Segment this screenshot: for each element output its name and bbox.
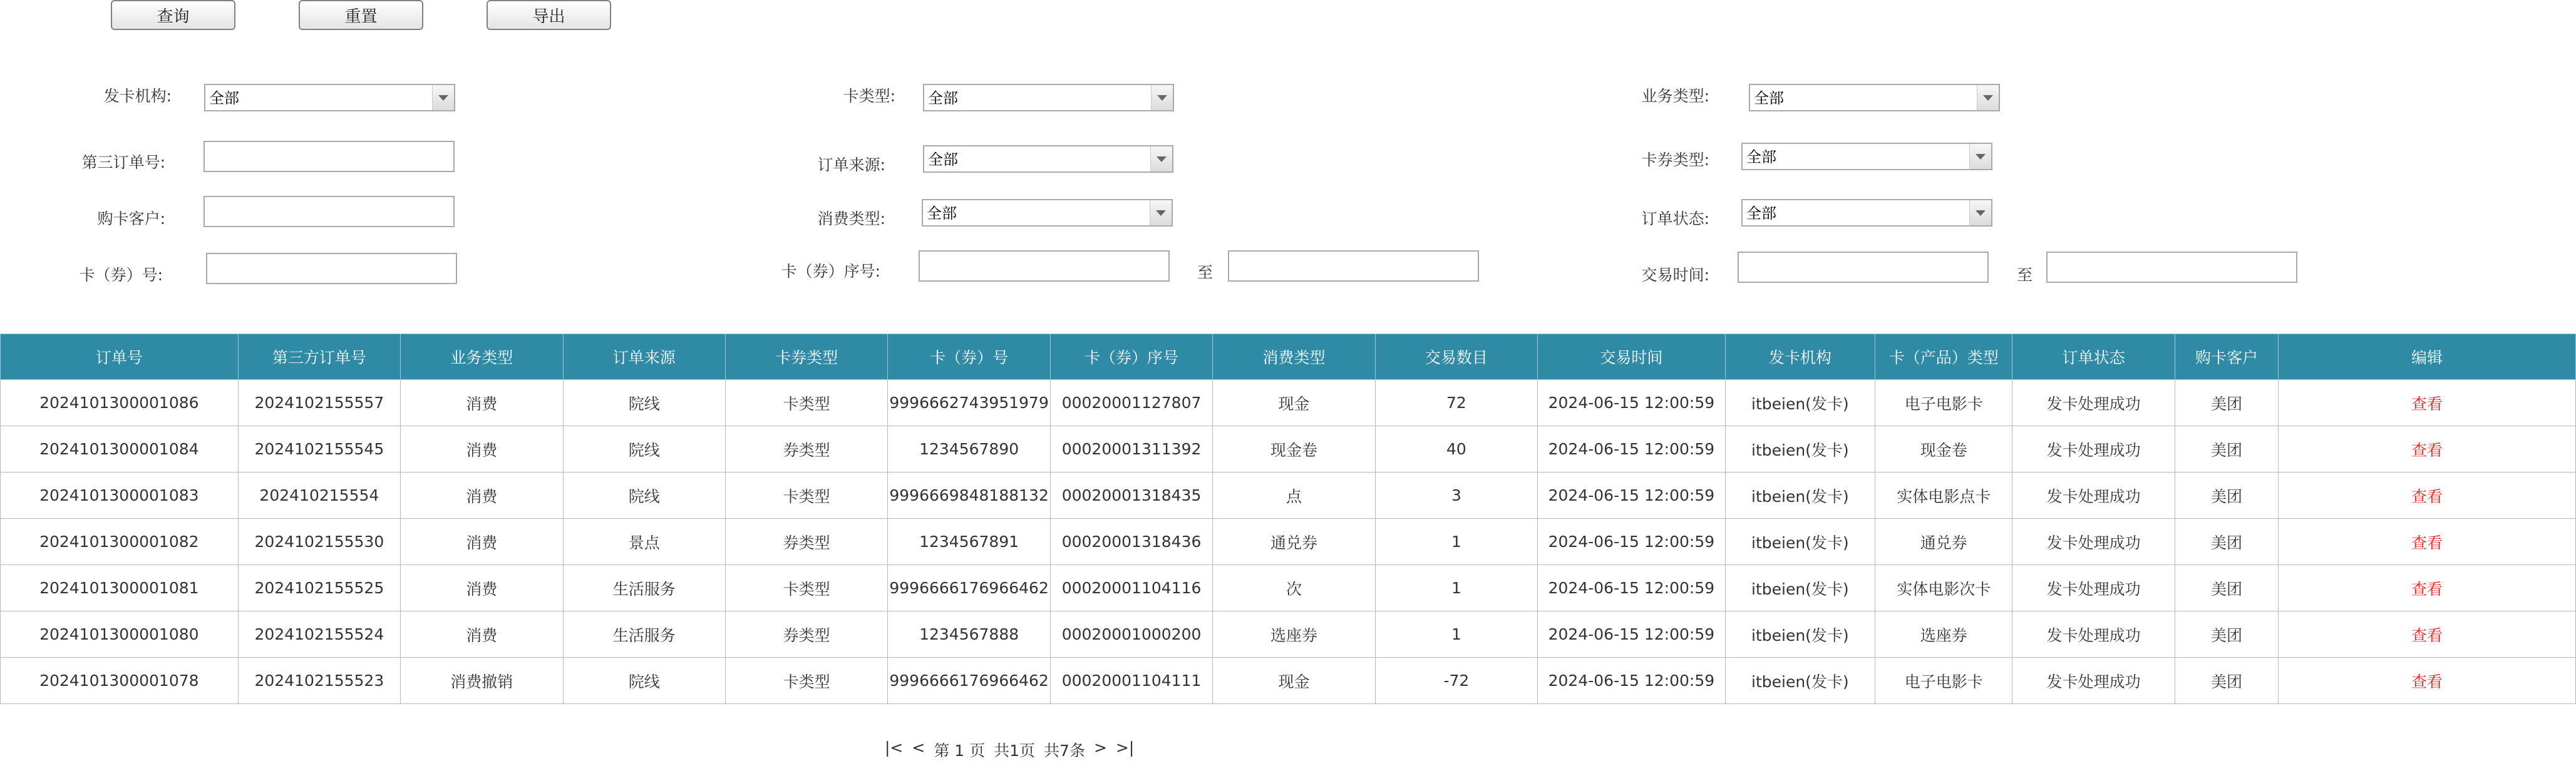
- table-cell: 2024-06-15 12:00:59: [1538, 519, 1726, 565]
- consume-type-value: 全部: [927, 205, 957, 222]
- table-cell: itbeien(发卡): [1725, 426, 1875, 472]
- card-issuer-select[interactable]: [204, 84, 455, 111]
- column-header: 编辑: [2279, 334, 2576, 380]
- card-seq-label: 卡（券）序号:: [781, 262, 880, 280]
- first-page-button[interactable]: |<: [885, 738, 904, 757]
- view-link[interactable]: 查看: [2411, 533, 2443, 552]
- table-cell: [2279, 658, 2576, 704]
- table-cell: itbeien(发卡): [1725, 472, 1875, 519]
- table-cell: 2024-06-15 12:00:59: [1538, 426, 1726, 472]
- table-cell: 院线: [563, 658, 725, 704]
- table-cell: 2024101300001084: [1, 426, 239, 472]
- table-cell: [2279, 611, 2576, 658]
- table-cell: 券类型: [725, 426, 887, 472]
- table-cell: 9996666176966462: [888, 658, 1050, 704]
- table-cell: 通兑券: [1875, 519, 2012, 565]
- table-cell: 2024101300001078: [1, 658, 239, 704]
- query-button[interactable]: 查询: [111, 0, 235, 30]
- business-type-select[interactable]: [1749, 84, 2000, 111]
- table-cell: 2024101300001082: [1, 519, 239, 565]
- view-link[interactable]: 查看: [2411, 672, 2443, 691]
- table-cell: 72: [1375, 380, 1537, 426]
- table-cell: 2024102155530: [238, 519, 400, 565]
- table-cell: 00020001104111: [1050, 658, 1212, 704]
- order-source-select[interactable]: [923, 145, 1173, 173]
- table-cell: 电子电影卡: [1875, 380, 2012, 426]
- card-seq-from-input[interactable]: [919, 250, 1170, 282]
- toolbar: [0, 0, 2576, 33]
- table-cell: 券类型: [725, 519, 887, 565]
- view-link[interactable]: 查看: [2411, 394, 2443, 413]
- table-cell: 院线: [563, 426, 725, 472]
- column-header: 业务类型: [401, 334, 563, 380]
- table-cell: 2024101300001081: [1, 565, 239, 611]
- table-cell: 选座券: [1875, 611, 2012, 658]
- table-cell: 1234567890: [888, 426, 1050, 472]
- table-cell: 发卡处理成功: [2012, 380, 2175, 426]
- table-cell: 院线: [563, 380, 725, 426]
- table-cell: 00020001000200: [1050, 611, 1212, 658]
- table-cell: itbeien(发卡): [1725, 565, 1875, 611]
- table-cell: 景点: [563, 519, 725, 565]
- column-header: 消费类型: [1213, 334, 1375, 380]
- table-cell: 202410215554: [238, 472, 400, 519]
- card-type-label: 卡类型:: [843, 87, 895, 105]
- trade-time-label: 交易时间:: [1641, 266, 1709, 284]
- table-cell: 选座券: [1213, 611, 1375, 658]
- table-cell: 卡类型: [725, 472, 887, 519]
- table-cell: 9996662743951979: [888, 380, 1050, 426]
- column-header: 卡券类型: [725, 334, 887, 380]
- chevron-down-icon: [1977, 85, 1999, 110]
- chevron-down-icon: [1969, 200, 1991, 225]
- card-type-value: 全部: [928, 89, 958, 107]
- table-cell: 消费: [401, 426, 563, 472]
- column-header: 订单状态: [2012, 334, 2175, 380]
- view-link[interactable]: 查看: [2411, 441, 2443, 459]
- table-cell: 1234567888: [888, 611, 1050, 658]
- table-cell: 2024101300001083: [1, 472, 239, 519]
- business-type-label: 业务类型:: [1641, 87, 1709, 105]
- table-header-row: [1, 334, 2576, 380]
- column-header: 卡（产品）类型: [1875, 334, 2012, 380]
- table-cell: 发卡处理成功: [2012, 519, 2175, 565]
- table-cell: 美团: [2175, 426, 2278, 472]
- table-cell: itbeien(发卡): [1725, 519, 1875, 565]
- table-cell: 现金: [1213, 380, 1375, 426]
- orders-table: [0, 334, 2576, 704]
- table-cell: 美团: [2175, 565, 2278, 611]
- table-row: [1, 380, 2576, 426]
- order-status-select[interactable]: [1741, 199, 1992, 227]
- column-header: 交易时间: [1538, 334, 1726, 380]
- table-cell: 次: [1213, 565, 1375, 611]
- table-cell: [2279, 426, 2576, 472]
- column-header: 发卡机构: [1725, 334, 1875, 380]
- table-cell: 00020001318436: [1050, 519, 1212, 565]
- table-cell: 美团: [2175, 611, 2278, 658]
- table-cell: 现金卷: [1875, 426, 2012, 472]
- table-cell: 现金: [1213, 658, 1375, 704]
- table-cell: 消费: [401, 472, 563, 519]
- view-link[interactable]: 查看: [2411, 626, 2443, 645]
- table-cell: -72: [1375, 658, 1537, 704]
- trade-time-to-input[interactable]: [2046, 252, 2297, 283]
- table-cell: 2024-06-15 12:00:59: [1538, 658, 1726, 704]
- consume-type-label: 消费类型:: [817, 210, 885, 228]
- last-page-button[interactable]: >|: [1115, 738, 1135, 757]
- export-button[interactable]: 导出: [487, 0, 611, 30]
- table-cell: [2279, 472, 2576, 519]
- table-cell: 1234567891: [888, 519, 1050, 565]
- table-cell: 2024-06-15 12:00:59: [1538, 611, 1726, 658]
- table-cell: 2024102155524: [238, 611, 400, 658]
- table-cell: 实体电影次卡: [1875, 565, 2012, 611]
- table-cell: 40: [1375, 426, 1537, 472]
- table-cell: 消费: [401, 380, 563, 426]
- table-cell: 9996666176966462: [888, 565, 1050, 611]
- table-cell: 2024101300001080: [1, 611, 239, 658]
- total-items: 共7条: [1044, 742, 1085, 760]
- table-cell: 2024-06-15 12:00:59: [1538, 472, 1726, 519]
- chevron-down-icon: [1969, 144, 1991, 169]
- card-issuer-value: 全部: [209, 89, 239, 107]
- table-row: [1, 611, 2576, 658]
- order-status-label: 订单状态:: [1641, 210, 1709, 228]
- voucher-type-value: 全部: [1746, 148, 1776, 166]
- reset-button[interactable]: 重置: [299, 0, 423, 30]
- column-header: 卡（券）序号: [1050, 334, 1212, 380]
- table-cell: itbeien(发卡): [1725, 658, 1875, 704]
- trade-time-from-input[interactable]: [1738, 252, 1989, 283]
- pagination: [885, 738, 1134, 761]
- table-cell: itbeien(发卡): [1725, 611, 1875, 658]
- table-cell: 点: [1213, 472, 1375, 519]
- table-cell: 通兑券: [1213, 519, 1375, 565]
- buyer-input[interactable]: [204, 196, 455, 227]
- business-type-value: 全部: [1754, 89, 1784, 107]
- table-row: [1, 519, 2576, 565]
- voucher-type-label: 卡券类型:: [1641, 151, 1709, 169]
- table-cell: 券类型: [725, 611, 887, 658]
- view-link[interactable]: 查看: [2411, 580, 2443, 598]
- table-cell: 00020001311392: [1050, 426, 1212, 472]
- table-cell: 电子电影卡: [1875, 658, 2012, 704]
- order-status-value: 全部: [1746, 205, 1776, 222]
- column-header: 购卡客户: [2175, 334, 2278, 380]
- order-source-label: 订单来源:: [817, 156, 885, 174]
- table-cell: [2279, 519, 2576, 565]
- table-cell: itbeien(发卡): [1725, 380, 1875, 426]
- table-cell: 卡类型: [725, 380, 887, 426]
- table-cell: 2024102155545: [238, 426, 400, 472]
- table-cell: 消费: [401, 519, 563, 565]
- table-cell: 美团: [2175, 658, 2278, 704]
- current-page: 第 1 页: [934, 742, 986, 760]
- chevron-down-icon: [1150, 200, 1172, 225]
- card-no-input[interactable]: [206, 253, 457, 284]
- table-cell: 发卡处理成功: [2012, 426, 2175, 472]
- card-seq-to-input[interactable]: [1228, 250, 1479, 282]
- prev-page-button[interactable]: <: [912, 738, 925, 757]
- column-header: 订单来源: [563, 334, 725, 380]
- table-cell: 2024102155557: [238, 380, 400, 426]
- table-cell: 美团: [2175, 380, 2278, 426]
- card-type-select[interactable]: [923, 84, 1174, 111]
- table-cell: 卡类型: [725, 565, 887, 611]
- table-cell: 2024-06-15 12:00:59: [1538, 565, 1726, 611]
- table-cell: 2024-06-15 12:00:59: [1538, 380, 1726, 426]
- card-issuer-label: 发卡机构:: [103, 87, 172, 105]
- table-cell: 发卡处理成功: [2012, 472, 2175, 519]
- table-cell: 消费: [401, 611, 563, 658]
- table-cell: 1: [1375, 519, 1537, 565]
- table-cell: 消费撤销: [401, 658, 563, 704]
- card-seq-to-label: 至: [1197, 263, 1213, 282]
- table-cell: 卡类型: [725, 658, 887, 704]
- chevron-down-icon: [1150, 146, 1172, 171]
- order-source-value: 全部: [928, 151, 958, 168]
- table-cell: 1: [1375, 565, 1537, 611]
- table-cell: 现金卷: [1213, 426, 1375, 472]
- column-header: 订单号: [1, 334, 239, 380]
- table-cell: 00020001127807: [1050, 380, 1212, 426]
- table-cell: 生活服务: [563, 565, 725, 611]
- next-page-button[interactable]: >: [1093, 738, 1107, 757]
- table-cell: 院线: [563, 472, 725, 519]
- table-cell: 00020001318435: [1050, 472, 1212, 519]
- table-cell: 实体电影点卡: [1875, 472, 2012, 519]
- card-no-label: 卡（券）号:: [79, 266, 163, 284]
- table-cell: [2279, 565, 2576, 611]
- table-cell: 3: [1375, 472, 1537, 519]
- third-order-no-input[interactable]: [204, 141, 455, 172]
- table-cell: [2279, 380, 2576, 426]
- table-row: [1, 472, 2576, 519]
- table-cell: 美团: [2175, 519, 2278, 565]
- table-row: [1, 426, 2576, 472]
- table-cell: 生活服务: [563, 611, 725, 658]
- table-cell: 2024101300001086: [1, 380, 239, 426]
- table-cell: 发卡处理成功: [2012, 611, 2175, 658]
- table-cell: 2024102155525: [238, 565, 400, 611]
- table-row: [1, 658, 2576, 704]
- table-cell: 发卡处理成功: [2012, 658, 2175, 704]
- total-pages: 共1页: [994, 742, 1036, 760]
- view-link[interactable]: 查看: [2411, 487, 2443, 506]
- chevron-down-icon: [1151, 85, 1173, 110]
- buyer-label: 购卡客户:: [97, 210, 165, 228]
- third-order-no-label: 第三订单号:: [81, 153, 165, 171]
- table-cell: 2024102155523: [238, 658, 400, 704]
- table-cell: 消费: [401, 565, 563, 611]
- column-header: 交易数目: [1375, 334, 1537, 380]
- column-header: 卡（券）号: [888, 334, 1050, 380]
- consume-type-select[interactable]: [922, 199, 1173, 227]
- voucher-type-select[interactable]: [1741, 143, 1992, 170]
- table-cell: 9996669848188132: [888, 472, 1050, 519]
- chevron-down-icon: [432, 85, 454, 110]
- table-cell: 1: [1375, 611, 1537, 658]
- table-cell: 美团: [2175, 472, 2278, 519]
- table-row: [1, 565, 2576, 611]
- column-header: 第三方订单号: [238, 334, 400, 380]
- table-cell: 00020001104116: [1050, 565, 1212, 611]
- trade-time-to-label: 至: [2017, 266, 2033, 284]
- table-cell: 发卡处理成功: [2012, 565, 2175, 611]
